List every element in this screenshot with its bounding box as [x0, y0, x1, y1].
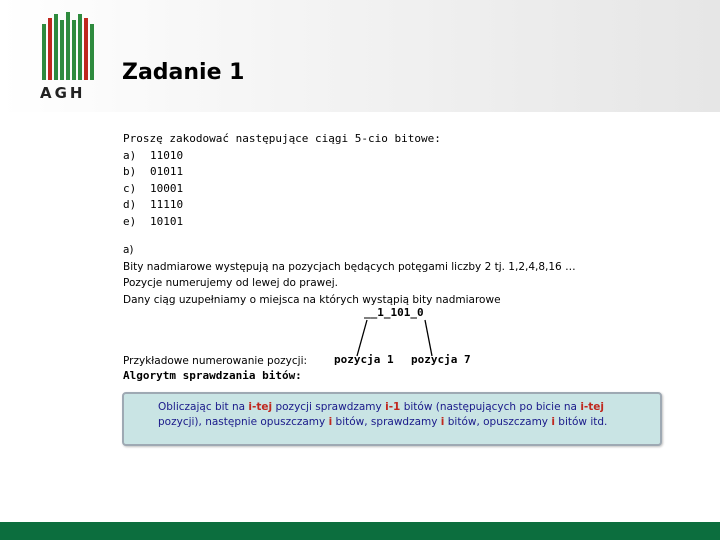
info-box [122, 392, 662, 446]
info-text: bitów, opuszczamy [444, 416, 552, 428]
task-item-label: a) [123, 148, 137, 162]
arrow-position-1 [357, 320, 367, 356]
solution-line-3: Dany ciąg uzupełniamy o miejsca na których wystąpią bity nadmiarowe [123, 293, 501, 306]
task-list [123, 131, 441, 230]
position-arrows [340, 318, 450, 358]
arrow-position-7 [425, 320, 432, 356]
position-7-label: pozycja 7 [411, 353, 471, 366]
task-item [123, 164, 441, 181]
task-item-value: 01011 [150, 165, 184, 178]
task-item [123, 181, 441, 198]
info-text: pozycji sprawdzamy [272, 401, 386, 413]
info-text: Obliczając bit na [158, 401, 249, 413]
algorithm-title: Algorytm sprawdzania bitów: [123, 369, 302, 382]
task-item [123, 148, 441, 165]
task-item [123, 197, 441, 214]
solution-line-2: Pozycje numerujemy od lewej do prawej. [123, 277, 338, 289]
info-box-text [158, 400, 648, 430]
page-title: Zadanie 1 [122, 60, 245, 85]
task-item-label: e) [123, 214, 137, 228]
task-item [123, 214, 441, 231]
example-label: Przykładowe numerowanie pozycji: [123, 355, 308, 367]
footer-bar [0, 522, 720, 540]
info-keyword: i-1 [385, 401, 401, 413]
solution-label: a) [123, 244, 134, 256]
task-item-value: 11110 [150, 198, 184, 211]
header-band [0, 0, 720, 112]
solution-line-1: Bity nadmiarowe występują na pozycjach będących potęgami liczby 2 tj. 1,2,4,8,16 … [123, 260, 576, 273]
task-item-label: d) [123, 198, 137, 211]
info-keyword: i [440, 416, 445, 428]
info-keyword: i-tej [580, 401, 605, 413]
bit-sequence: __1_101_0 [364, 306, 424, 319]
info-text: bitów, sprawdzamy [332, 416, 441, 428]
task-item-label: b) [123, 165, 137, 178]
task-item-value: 11010 [150, 148, 184, 162]
position-1-label: pozycja 1 [334, 353, 394, 366]
info-text: bitów itd. [554, 416, 608, 428]
logo-text: AGH [40, 84, 86, 102]
solution-text [123, 242, 576, 308]
info-keyword: i [328, 416, 333, 428]
info-keyword: i [551, 416, 555, 428]
task-intro: Proszę zakodować następujące ciągi 5-cio bitowe: [123, 132, 441, 145]
info-text: pozycji), następnie opuszczamy [158, 416, 329, 428]
task-item-value: 10001 [150, 181, 184, 195]
info-keyword: i-tej [248, 401, 273, 413]
info-text: bitów (następujących po bicie na [400, 401, 581, 413]
task-item-value: 10101 [150, 214, 184, 228]
task-item-label: c) [123, 181, 137, 195]
